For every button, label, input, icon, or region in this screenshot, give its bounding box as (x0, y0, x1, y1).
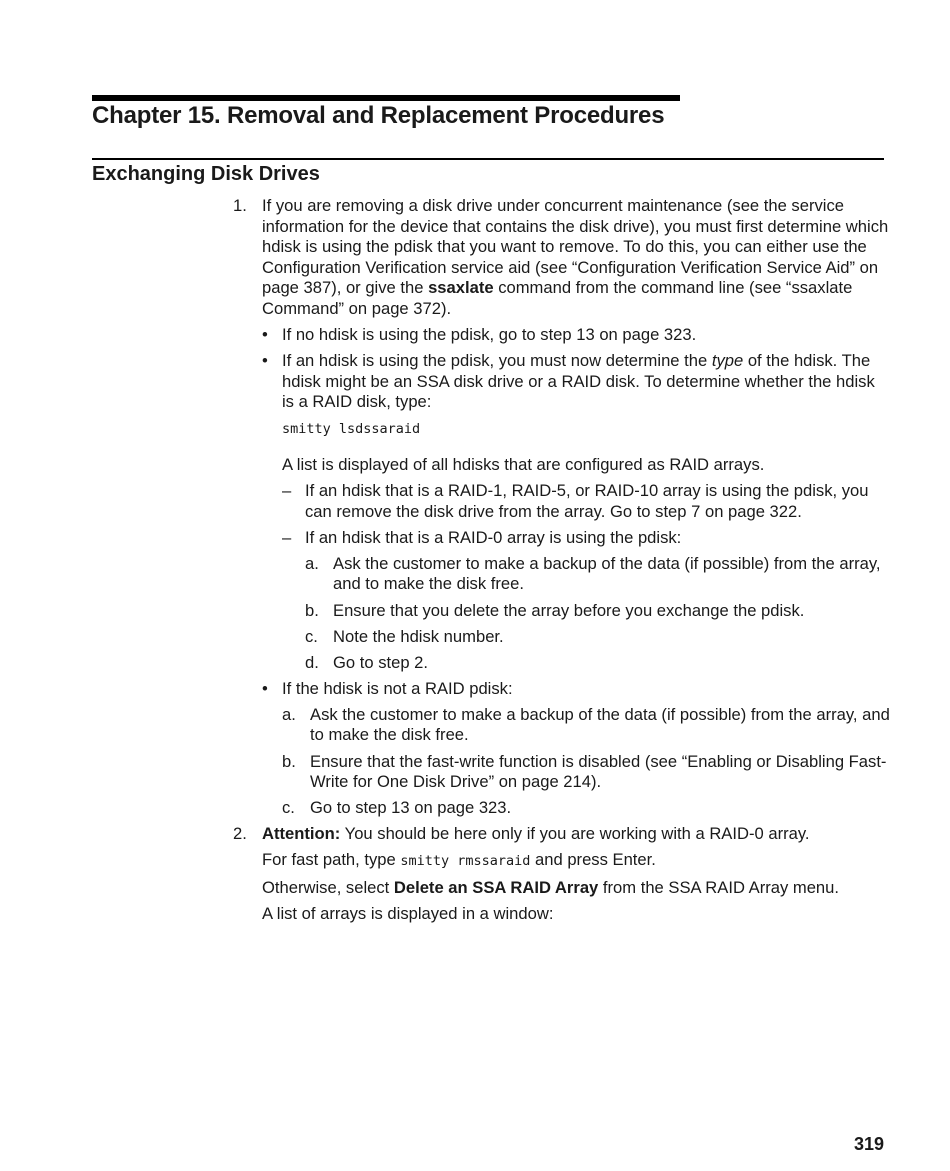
menu-option-delete-array: Delete an SSA RAID Array (393, 877, 599, 897)
bullet-text: If an hdisk is using the pdisk, you must now determine the type of the hdisk. The hdisk might be an SSA disk drive or a RAID disk. To determine whether the hdisk is a RAID disk, type: (282, 351, 875, 412)
list-item: a. Ask the customer to make a backup of the data (if possible) from the array, and to make the disk free. (282, 704, 890, 745)
bullet-text: If no hdisk is using the pdisk, go to step 13 on page 323. (282, 325, 697, 345)
section-rule (92, 158, 884, 160)
list-item: c. Note the hdisk number. (305, 626, 504, 646)
bullet-text: If the hdisk is not a RAID pdisk: (282, 678, 513, 698)
list-item: d. Go to step 2. (305, 652, 429, 672)
procedure-body (230, 196, 890, 924)
section-title: Exchanging Disk Drives (92, 163, 320, 185)
step-number: 2. (233, 824, 247, 844)
type-emphasis: type (711, 351, 744, 371)
attention-label: Attention: (262, 824, 341, 844)
page-number: 319 (853, 1134, 884, 1154)
otherwise-text: Otherwise, select Delete an SSA RAID Array from the SSA RAID Array menu. (262, 877, 839, 897)
attention-note: Attention: You should be here only if you are working with a RAID-0 array. (262, 824, 810, 844)
raid-list-text: A list is displayed of all hdisks that are configured as RAID arrays. (282, 454, 765, 474)
list-item: b. Ensure that you delete the array before you exchange the pdisk. (305, 600, 805, 620)
dash-item-raid1-5-10: – If an hdisk that is a RAID-1, RAID-5, or RAID-10 array is using the pdisk, you can remove the disk drive from the array. Go to step 7 on page 322. (282, 481, 890, 522)
bullet-no-hdisk: • If no hdisk is using the pdisk, go to step 13 on page 323. (262, 325, 890, 346)
dash-text: If an hdisk that is a RAID-1, RAID-5, or RAID-10 array is using the pdisk, you can remove the disk drive from the array. Go to step 7 on page 322. (305, 481, 869, 521)
step-1 (230, 196, 890, 819)
command-rmssaraid: smitty rmssaraid (400, 853, 531, 870)
fast-path-text: For fast path, type smitty rmssaraid and press Enter. (262, 850, 656, 870)
step-1-text-end: command from the command line (see “ssaxlate Command” on page 372). (262, 278, 853, 318)
step-1-intro (262, 196, 890, 320)
command-lsdssaraid: smitty lsdssaraid (282, 420, 421, 437)
chapter-rule (92, 95, 680, 101)
step-2 (230, 824, 890, 924)
step-1-text: If you are removing a disk drive under concurrent maintenance (see the service information for the device that contains the disk drive), you must first determine which hdisk is using the pdisk that you want to remove. To do this, you can either use the Configuration Verification service aid (see “Configuration Verification Service Aid” on page 387), or give the (262, 196, 889, 298)
step-number: 1. (233, 196, 247, 215)
ssaxlate-command: ssaxlate (428, 278, 494, 298)
dash-text: If an hdisk that is a RAID-0 array is using the pdisk: (305, 527, 682, 547)
list-item: b. Ensure that the fast-write function is disabled (see “Enabling or Disabling Fast-Write for One Disk Drive” on page 214). (282, 751, 887, 792)
list-item: a. Ask the customer to make a backup of the data (if possible) from the array, and to make the disk free. (305, 553, 881, 594)
chapter-title: Chapter 15. Removal and Replacement Procedures (92, 102, 665, 129)
array-list-text: A list of arrays is displayed in a window: (262, 903, 554, 923)
bullet-not-raid: • If the hdisk is not a RAID pdisk: a. Ask the customer to make a backup of the data (if possible) from the array, and to make the disk free. b. Ensure that the fast-write function is disabled (see “Enabling or Disabling Fast-Write for One Disk Drive” on page 214). c. Go to step 13 on page 323. (262, 678, 890, 818)
bullet-hdisk-using-pdisk: • If an hdisk is using the pdisk, you must now determine the type of the hdisk. The hdisk might be an SSA disk drive or a RAID disk. To determine whether the hdisk is a RAID disk, type: smitty lsdssaraid A list is displayed of all hdisks that are configured as RAID arrays. – If an hdisk that is a RAID-1, RAID-5, or RAID-10 array is using the pdisk, you can remove the disk drive from the array. Go to step 7 on page 322. – If an hdisk that is a RAID-0 array is using the pdisk: a. Ask the customer to make a backup of the data (if possible) from the array, and to make the disk free. b. Ensure that you delete the array before you exchange the pdisk. c. Note the hdisk number. d. Go to step 2. (262, 351, 890, 673)
list-item: c. Go to step 13 on page 323. (282, 798, 512, 818)
dash-item-raid0: – If an hdisk that is a RAID-0 array is using the pdisk: a. Ask the customer to make a backup of the data (if possible) from the array, and to make the disk free. b. Ensure that you delete the array before you exchange the pdisk. c. Note the hdisk number. d. Go to step 2. (282, 528, 890, 674)
